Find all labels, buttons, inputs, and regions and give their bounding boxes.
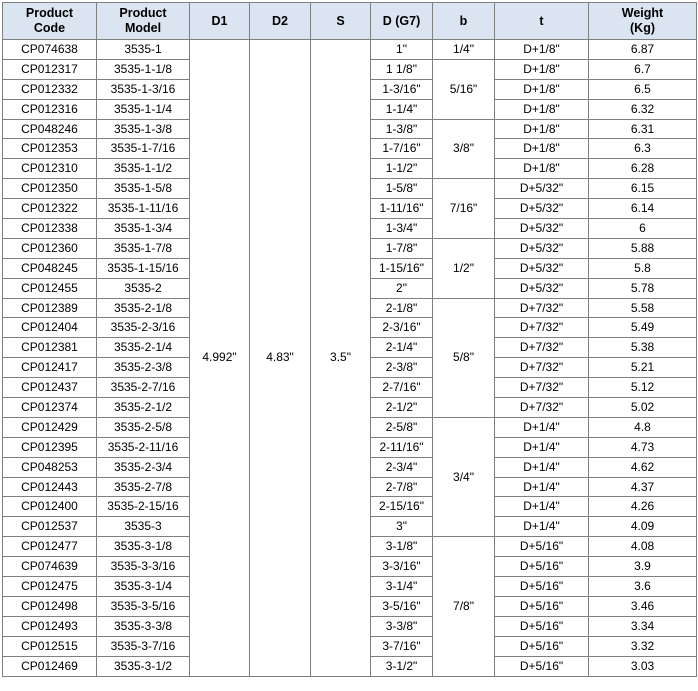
header-row [3,3,697,40]
d-g7-cell: 2-1/8" [371,298,433,318]
product-model-cell: 3535-2-3/8 [97,358,190,378]
weight-cell: 5.88 [589,238,697,258]
weight-cell: 6.14 [589,199,697,219]
weight-cell: 4.26 [589,497,697,517]
weight-cell: 4.37 [589,477,697,497]
header-s [311,3,371,40]
product-code-cell: CP012338 [3,219,97,239]
weight-cell: 6.7 [589,59,697,79]
product-model-cell: 3535-1-15/16 [97,258,190,278]
product-model-cell: 3535-2-11/16 [97,437,190,457]
product-code-cell: CP048253 [3,457,97,477]
b-cell: 3/8" [433,119,495,179]
product-code-cell: CP012389 [3,298,97,318]
product-model-cell: 3535-1-3/8 [97,119,190,139]
weight-cell: 5.8 [589,258,697,278]
t-cell: D+5/32" [495,258,589,278]
product-model-cell: 3535-3-1/2 [97,656,190,676]
weight-cell: 4.08 [589,537,697,557]
t-cell: D+5/32" [495,278,589,298]
product-code-cell: CP012332 [3,79,97,99]
product-model-cell: 3535-1-3/4 [97,219,190,239]
weight-cell: 5.21 [589,358,697,378]
product-code-cell: CP012437 [3,378,97,398]
product-model-cell: 3535-2-3/4 [97,457,190,477]
weight-cell: 4.09 [589,517,697,537]
product-model-cell: 3535-1-7/16 [97,139,190,159]
t-cell: D+5/16" [495,557,589,577]
header-line: Code [33,21,66,35]
weight-cell: 5.02 [589,398,697,418]
t-cell: D+7/32" [495,298,589,318]
d-g7-cell: 1-11/16" [371,199,433,219]
product-model-cell: 3535-1-5/8 [97,179,190,199]
product-model-cell: 3535-1-1/8 [97,59,190,79]
d-g7-cell: 1-1/4" [371,99,433,119]
header-line: Product [119,6,167,20]
d-g7-cell: 1-3/16" [371,79,433,99]
b-cell: 7/8" [433,537,495,676]
d-g7-cell: 1-3/4" [371,219,433,239]
weight-cell: 3.32 [589,636,697,656]
t-cell: D+5/16" [495,537,589,557]
header-line: D2 [272,13,288,28]
product-model-cell: 3535-2 [97,278,190,298]
t-cell: D+5/32" [495,219,589,239]
t-cell: D+7/32" [495,378,589,398]
t-cell: D+7/32" [495,318,589,338]
product-model-cell: 3535-3 [97,517,190,537]
product-code-cell: CP012404 [3,318,97,338]
weight-cell: 6.87 [589,40,697,60]
weight-cell: 6.3 [589,139,697,159]
weight-cell: 3.03 [589,656,697,676]
d-g7-cell: 2-1/4" [371,338,433,358]
b-cell: 5/8" [433,298,495,417]
product-code-cell: CP012400 [3,497,97,517]
product-code-cell: CP012475 [3,577,97,597]
d-g7-cell: 3" [371,517,433,537]
t-cell: D+1/4" [495,477,589,497]
header-b [433,3,495,40]
t-cell: D+5/32" [495,179,589,199]
header-line: D (G7) [382,13,421,28]
product-model-cell: 3535-3-7/16 [97,636,190,656]
d-g7-cell: 2-1/2" [371,398,433,418]
t-cell: D+1/8" [495,159,589,179]
s-cell: 3.5" [311,40,371,677]
t-cell: D+1/8" [495,139,589,159]
product-model-cell: 3535-3-1/8 [97,537,190,557]
t-cell: D+1/4" [495,437,589,457]
weight-cell: 5.12 [589,378,697,398]
d-g7-cell: 1-5/8" [371,179,433,199]
weight-cell: 6.5 [589,79,697,99]
product-model-cell: 3535-1 [97,40,190,60]
product-code-cell: CP012381 [3,338,97,358]
product-model-cell: 3535-1-1/2 [97,159,190,179]
d-g7-cell: 1-15/16" [371,258,433,278]
product-code-cell: CP012353 [3,139,97,159]
weight-cell: 3.6 [589,577,697,597]
t-cell: D+5/16" [495,636,589,656]
product-model-cell: 3535-1-1/4 [97,99,190,119]
d-g7-cell: 1-1/2" [371,159,433,179]
d-g7-cell: 1-7/8" [371,238,433,258]
weight-cell: 6.32 [589,99,697,119]
product-code-cell: CP074639 [3,557,97,577]
header-line: D1 [211,13,228,28]
t-cell: D+1/8" [495,79,589,99]
product-model-cell: 3535-1-7/8 [97,238,190,258]
weight-cell: 4.73 [589,437,697,457]
product-code-cell: CP048245 [3,258,97,278]
product-model-cell: 3535-3-3/16 [97,557,190,577]
weight-cell: 5.38 [589,338,697,358]
t-cell: D+1/8" [495,99,589,119]
product-code-cell: CP012322 [3,199,97,219]
product-code-cell: CP012360 [3,238,97,258]
header-product-code [3,3,97,40]
d-g7-cell: 3-1/4" [371,577,433,597]
product-model-cell: 3535-3-1/4 [97,577,190,597]
header-weight [589,3,697,40]
t-cell: D+5/16" [495,596,589,616]
product-model-cell: 3535-3-3/8 [97,616,190,636]
product-model-cell: 3535-3-5/16 [97,596,190,616]
product-code-cell: CP012316 [3,99,97,119]
product-code-cell: CP012350 [3,179,97,199]
weight-cell: 6 [589,219,697,239]
product-model-cell: 3535-2-15/16 [97,497,190,517]
weight-cell: 3.34 [589,616,697,636]
d-g7-cell: 2-3/16" [371,318,433,338]
product-model-cell: 3535-2-7/8 [97,477,190,497]
d-g7-cell: 2-7/8" [371,477,433,497]
table-row [3,40,697,60]
product-code-cell: CP012310 [3,159,97,179]
b-cell: 1/2" [433,238,495,298]
d-g7-cell: 1-7/16" [371,139,433,159]
product-model-cell: 3535-2-1/2 [97,398,190,418]
product-code-cell: CP012443 [3,477,97,497]
weight-cell: 4.8 [589,417,697,437]
d-g7-cell: 3-3/16" [371,557,433,577]
product-model-cell: 3535-2-3/16 [97,318,190,338]
header-line: Weight [621,6,664,20]
header-t [495,3,589,40]
header-d-g7 [371,3,433,40]
d-g7-cell: 2-15/16" [371,497,433,517]
header-product-model [97,3,190,40]
product-model-cell: 3535-2-1/4 [97,338,190,358]
t-cell: D+1/8" [495,40,589,60]
header-line: t [539,13,544,28]
d1-cell: 4.992" [190,40,250,677]
b-cell: 5/16" [433,59,495,119]
d-g7-cell: 2-5/8" [371,417,433,437]
b-cell: 1/4" [433,40,495,60]
b-cell: 7/16" [433,179,495,239]
d-g7-cell: 3-1/8" [371,537,433,557]
t-cell: D+5/16" [495,577,589,597]
d-g7-cell: 1" [371,40,433,60]
weight-cell: 5.49 [589,318,697,338]
t-cell: D+5/32" [495,199,589,219]
weight-cell: 6.15 [589,179,697,199]
weight-cell: 4.62 [589,457,697,477]
weight-cell: 6.31 [589,119,697,139]
t-cell: D+5/32" [495,238,589,258]
t-cell: D+1/8" [495,119,589,139]
d-g7-cell: 1-3/8" [371,119,433,139]
product-code-cell: CP012493 [3,616,97,636]
weight-cell: 3.46 [589,596,697,616]
t-cell: D+5/16" [495,616,589,636]
product-code-cell: CP012477 [3,537,97,557]
product-model-cell: 3535-1-3/16 [97,79,190,99]
product-code-cell: CP012537 [3,517,97,537]
product-code-cell: CP012429 [3,417,97,437]
weight-cell: 5.58 [589,298,697,318]
product-code-cell: CP012395 [3,437,97,457]
d-g7-cell: 2" [371,278,433,298]
product-code-cell: CP012417 [3,358,97,378]
product-code-cell: CP012374 [3,398,97,418]
t-cell: D+1/4" [495,517,589,537]
product-model-cell: 3535-1-11/16 [97,199,190,219]
product-code-cell: CP012515 [3,636,97,656]
header-d2 [250,3,311,40]
table-body [3,40,697,677]
product-code-cell: CP074638 [3,40,97,60]
product-code-cell: CP012317 [3,59,97,79]
header-line: Product [25,6,74,20]
weight-cell: 5.78 [589,278,697,298]
product-code-cell: CP012455 [3,278,97,298]
t-cell: D+7/32" [495,338,589,358]
t-cell: D+1/4" [495,457,589,477]
product-code-cell: CP048246 [3,119,97,139]
header-line: (Kg) [630,21,655,35]
d-g7-cell: 2-11/16" [371,437,433,457]
t-cell: D+1/4" [495,497,589,517]
weight-cell: 3.9 [589,557,697,577]
product-code-cell: CP012498 [3,596,97,616]
product-model-cell: 3535-2-7/16 [97,378,190,398]
d-g7-cell: 1 1/8" [371,59,433,79]
product-model-cell: 3535-2-1/8 [97,298,190,318]
product-code-cell: CP012469 [3,656,97,676]
weight-cell: 6.28 [589,159,697,179]
d-g7-cell: 3-5/16" [371,596,433,616]
t-cell: D+1/8" [495,59,589,79]
header-d1 [190,3,250,40]
d-g7-cell: 2-3/8" [371,358,433,378]
t-cell: D+7/32" [495,398,589,418]
product-model-cell: 3535-2-5/8 [97,417,190,437]
header-line: S [336,13,345,28]
d-g7-cell: 3-7/16" [371,636,433,656]
d-g7-cell: 2-3/4" [371,457,433,477]
t-cell: D+1/4" [495,417,589,437]
b-cell: 3/4" [433,417,495,536]
t-cell: D+5/16" [495,656,589,676]
d2-cell: 4.83" [250,40,311,677]
t-cell: D+7/32" [495,358,589,378]
product-spec-table [2,2,697,677]
header-line: Model [124,21,162,35]
d-g7-cell: 3-1/2" [371,656,433,676]
header-line: b [459,13,468,28]
d-g7-cell: 3-3/8" [371,616,433,636]
d-g7-cell: 2-7/16" [371,378,433,398]
